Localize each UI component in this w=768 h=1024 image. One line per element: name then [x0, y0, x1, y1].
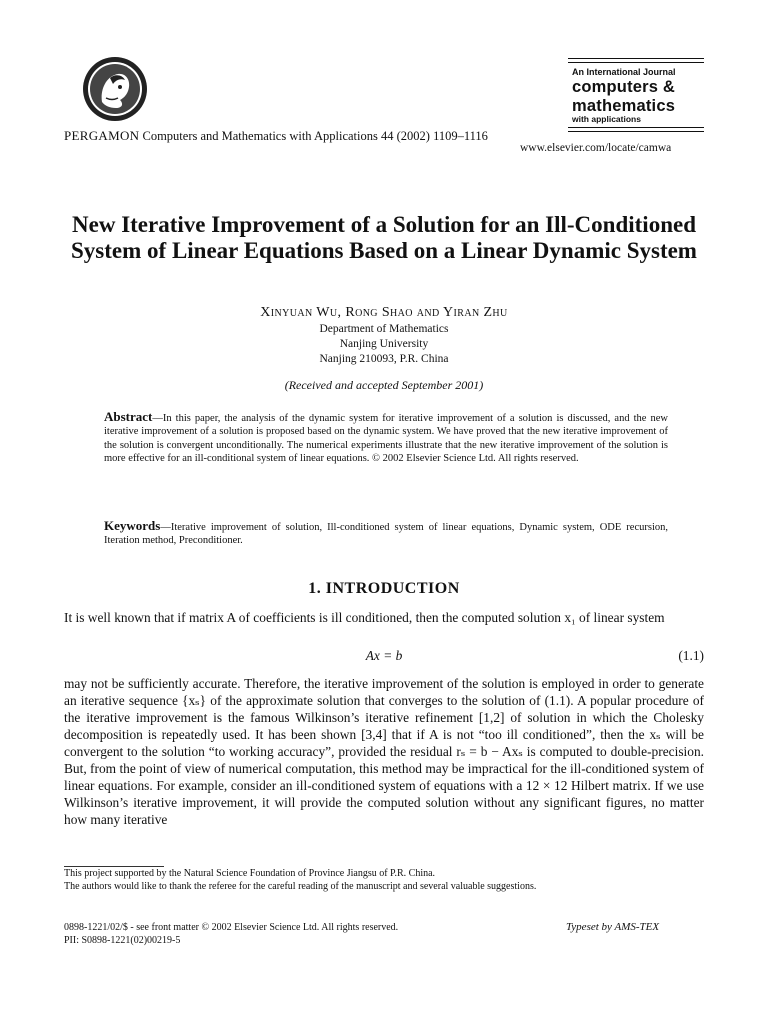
- brand-rule-top-thin: [568, 62, 704, 63]
- brand-rule-bottom: [568, 131, 704, 132]
- main-paragraph: may not be sufficiently accurate. Therefore, the iterative improvement of the solution is employed in order to generate an iterative sequence {xₛ} of the approximate solution that converges to the solution of (1.1). A popular procedure of the iterative improvement is the famous Wilkinson’s iterative refinement [1,2] of solution in which the Cholesky decomposition is repeatedly used. It has been shown [3,4] that if A is not “too ill conditioned”, then the xₛ will be convergent to the solution “to working accuracy”, provided the residual rₛ = b − Axₛ is computed to double-precision. But, from the point of view of numerical computation, this method may be impractical for the ill-conditioned system of linear equations. For example, consider an ill-conditioned system of equations with a 12 × 12 Hilbert matrix. If we use Wilkinson’s iterative improvement, it will provide the computed solution without any significant figures, no matter how many iterative: [64, 676, 704, 827]
- brand-kicker: An International Journal: [572, 67, 676, 77]
- keywords-text: Iterative improvement of solution, Ill-conditioned system of linear equations, Dynamic system, ODE recursion, Iteration method, Preconditioner.: [104, 522, 668, 547]
- journal-url[interactable]: www.elsevier.com/locate/camwa: [520, 142, 672, 154]
- brand-rule-bottom-thin: [568, 127, 704, 128]
- copyright-meta: [64, 921, 398, 947]
- abstract: [104, 410, 668, 466]
- paper-title: New Iterative Improvement of a Solution for an Ill-Conditioned System of Linear Equations Based on a Linear Dynamic System: [71, 212, 697, 263]
- equation: [64, 648, 704, 665]
- university: Nanjing University: [339, 338, 429, 350]
- brand-line-2: mathematics: [572, 96, 676, 115]
- intro-paragraph: It is well known that if matrix A of coefficients is ill conditioned, then the computed solution x₁ of linear system: [64, 610, 665, 625]
- publisher-logo: [80, 54, 150, 124]
- journal-brand: [572, 68, 676, 124]
- publisher-name: PERGAMON: [64, 128, 140, 143]
- equation-number: (1.1): [678, 648, 704, 663]
- footnote-acknowledgement: The authors would like to thank the referee for the careful reading of the manuscript and several valuable suggestions.: [64, 880, 537, 892]
- footnotes: [64, 868, 704, 893]
- abstract-text: In this paper, the analysis of the dynamic system for iterative improvement of a solution is discussed, and the new iterative improvement of a solution is proposed based on the dynamic system. We have proved that the new iterative improvement of the solution is convergent unconditionally. The numerical experiments illustrate that the new iterative improvement of the solution is more effective for an ill-conditional system of linear equations. © 2002 Elsevier Science Ltd. All rights reserved.: [104, 413, 668, 465]
- typeset-note: Typeset by AMS-TEX: [566, 921, 660, 933]
- affiliation: [40, 322, 728, 367]
- footnote-funding: This project supported by the Natural Science Foundation of Province Jiangsu of P.R. China.: [64, 868, 436, 879]
- abstract-separator: —: [152, 413, 163, 424]
- footnote-rule: [64, 866, 164, 867]
- brand-line-3: with applications: [572, 114, 641, 124]
- received-date: (Received and accepted September 2001): [284, 378, 484, 392]
- keywords-separator: —: [160, 522, 171, 533]
- brand-line-1: computers &: [572, 78, 676, 96]
- journal-citation: Computers and Mathematics with Applications 44 (2002) 1109–1116: [142, 129, 488, 143]
- section-heading: 1. INTRODUCTION: [308, 580, 460, 597]
- brand-rule-top: [568, 58, 704, 59]
- abstract-label: Abstract: [104, 409, 153, 424]
- keywords: [104, 519, 668, 548]
- authors: Xinyuan Wu, Rong Shao and Yiran Zhu: [260, 305, 508, 320]
- address: Nanjing 210093, P.R. China: [319, 353, 449, 365]
- keywords-label: Keywords: [104, 518, 161, 533]
- department: Department of Mathematics: [319, 323, 449, 335]
- issn-line: 0898-1221/02/$ - see front matter © 2002 Elsevier Science Ltd. All rights reserved.: [64, 922, 399, 933]
- equation-expression: Ax = b: [365, 648, 403, 663]
- pergamon-emblem-icon: [80, 54, 150, 124]
- journal-citation-line: [64, 128, 488, 144]
- pii-line: PII: S0898-1221(02)00219-5: [64, 935, 181, 946]
